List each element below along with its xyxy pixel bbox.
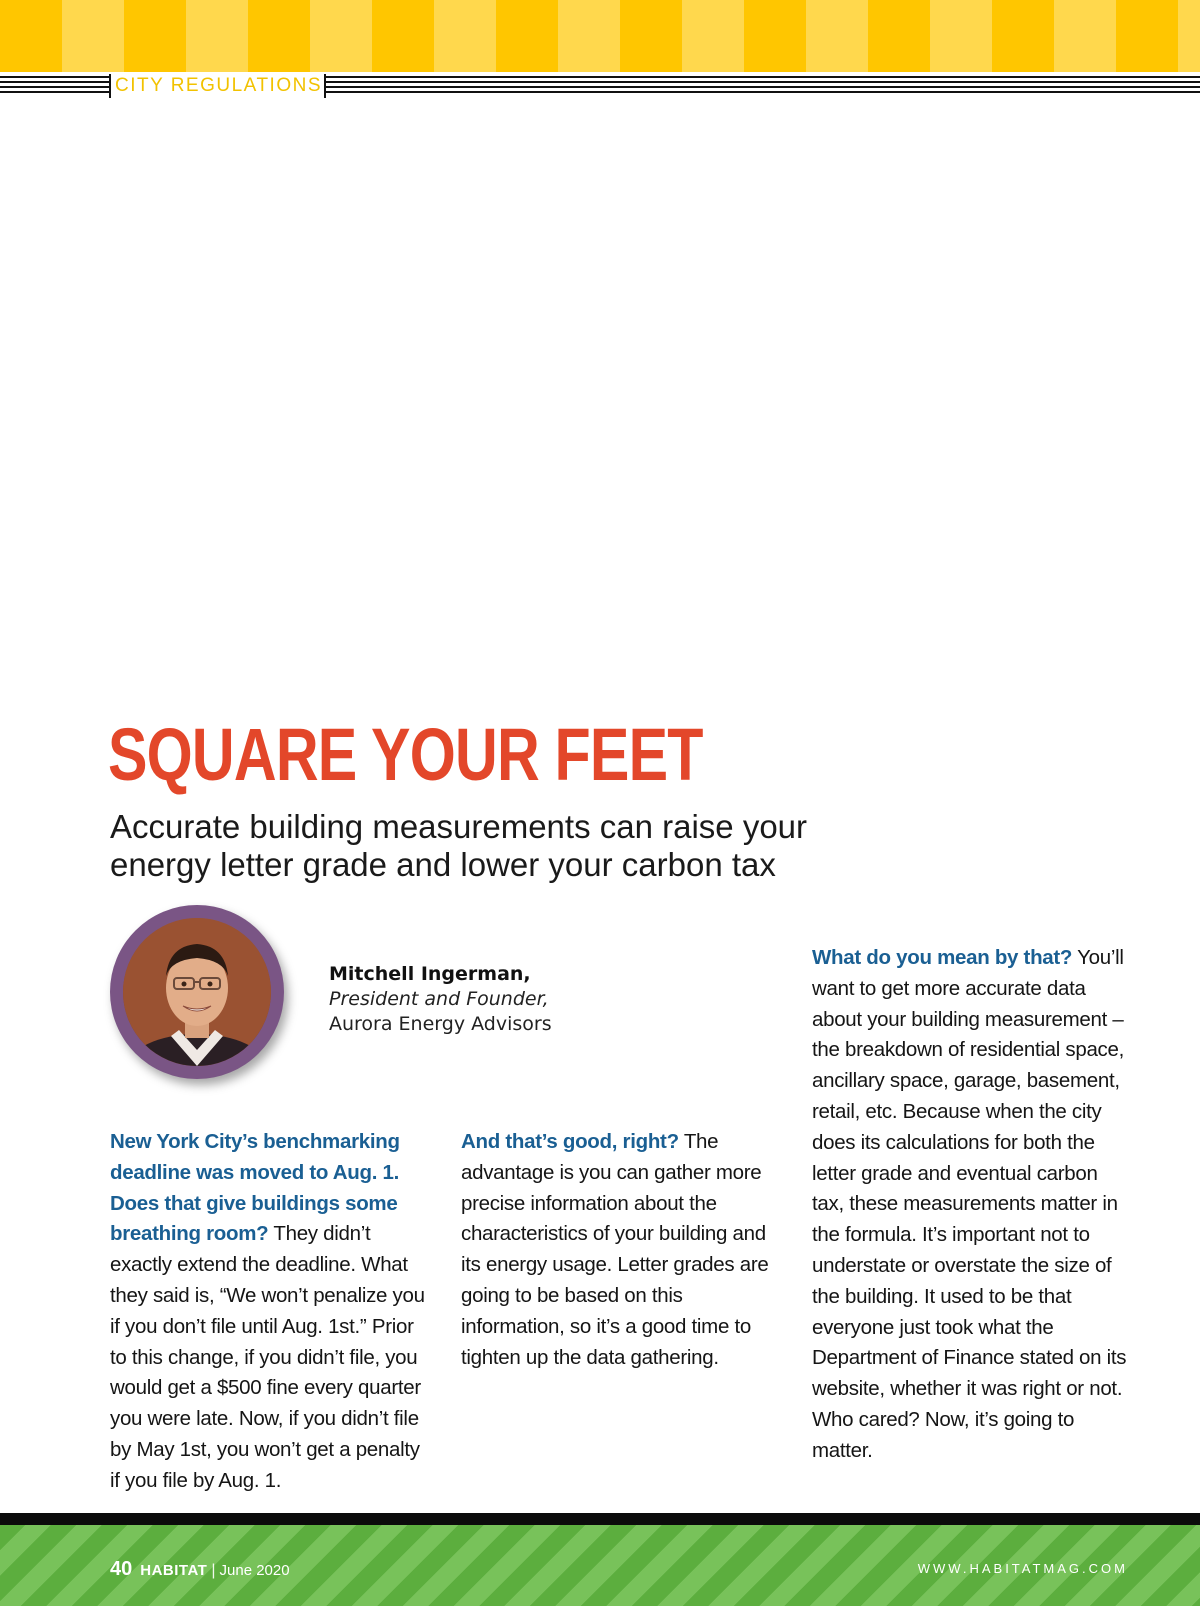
page-number: 40 bbox=[110, 1558, 133, 1580]
question-1: New York City’s benchmarking deadline was moved to Aug. 1. Does that give buildings some breathing room? bbox=[110, 1130, 400, 1246]
answer-3: You’ll want to get more accurate data about your building measurement – the breakdown of residential space, ancillary space, garage, basement, retail, etc. Because when the city does its calculations for both the letter grade and eventual carbon tax, these measurements matter in the formula. It’s important not to understate or overstate the size of the building. It used to be that everyone just took what the Department of Finance stated on its website, whether it was right or not. Who cared? Now, it’s going to matter. bbox=[812, 946, 1127, 1462]
portrait-illustration bbox=[123, 918, 271, 1066]
question-3: What do you mean by that? bbox=[812, 946, 1073, 969]
body-column-1 bbox=[110, 1127, 430, 1527]
answer-1: They didn’t exactly extend the deadline. What they said is, “We won’t penalize you if you don’t file until Aug. 1st.” Prior to this change, if you didn’t file, you would get a $500 fine every quarter you were late. Now, if you didn’t file by May 1st, you won’t get a penalty if you file by Aug. 1. bbox=[110, 1222, 425, 1492]
author-name: Mitchell Ingerman, bbox=[329, 963, 531, 985]
author-portrait bbox=[123, 918, 271, 1066]
article-headline: SQUARE YOUR FEET bbox=[108, 713, 703, 796]
author-byline bbox=[329, 962, 629, 1037]
folio-separator: | bbox=[211, 1562, 216, 1579]
body-column-2 bbox=[461, 1127, 781, 1404]
section-label: CITY REGULATIONS bbox=[115, 75, 322, 96]
article-subhead bbox=[110, 808, 890, 884]
top-banner bbox=[0, 0, 1200, 72]
subhead-line-2: energy letter grade and lower your carbon tax bbox=[110, 846, 776, 883]
rule-lines-left bbox=[0, 76, 111, 96]
rule-lines-right bbox=[326, 76, 1200, 96]
qa-paragraph-3 bbox=[812, 943, 1132, 1467]
qa-paragraph-2 bbox=[461, 1127, 781, 1373]
qa-paragraph-1 bbox=[110, 1127, 430, 1497]
author-organization: Aurora Energy Advisors bbox=[329, 1013, 552, 1035]
author-avatar-frame bbox=[110, 905, 284, 1079]
subhead-line-1: Accurate building measurements can raise your bbox=[110, 808, 808, 845]
footer-rule bbox=[0, 1513, 1200, 1525]
body-column-3 bbox=[812, 943, 1132, 1497]
question-2: And that’s good, right? bbox=[461, 1130, 679, 1153]
folio bbox=[110, 1557, 290, 1581]
section-bar bbox=[0, 72, 1200, 100]
issue-date: June 2020 bbox=[219, 1562, 290, 1579]
rule-tick-left bbox=[109, 74, 111, 98]
author-title: President and Founder, bbox=[329, 988, 549, 1010]
magazine-name: HABITAT bbox=[140, 1562, 208, 1579]
website-link[interactable]: WWW.HABITATMAG.COM bbox=[917, 1561, 1128, 1576]
answer-2: The advantage is you can gather more precise information about the characteristics of your building and its energy usage. Letter grades are going to be based on this information, so it’s a good time to tighten up the data gathering. bbox=[461, 1130, 769, 1369]
